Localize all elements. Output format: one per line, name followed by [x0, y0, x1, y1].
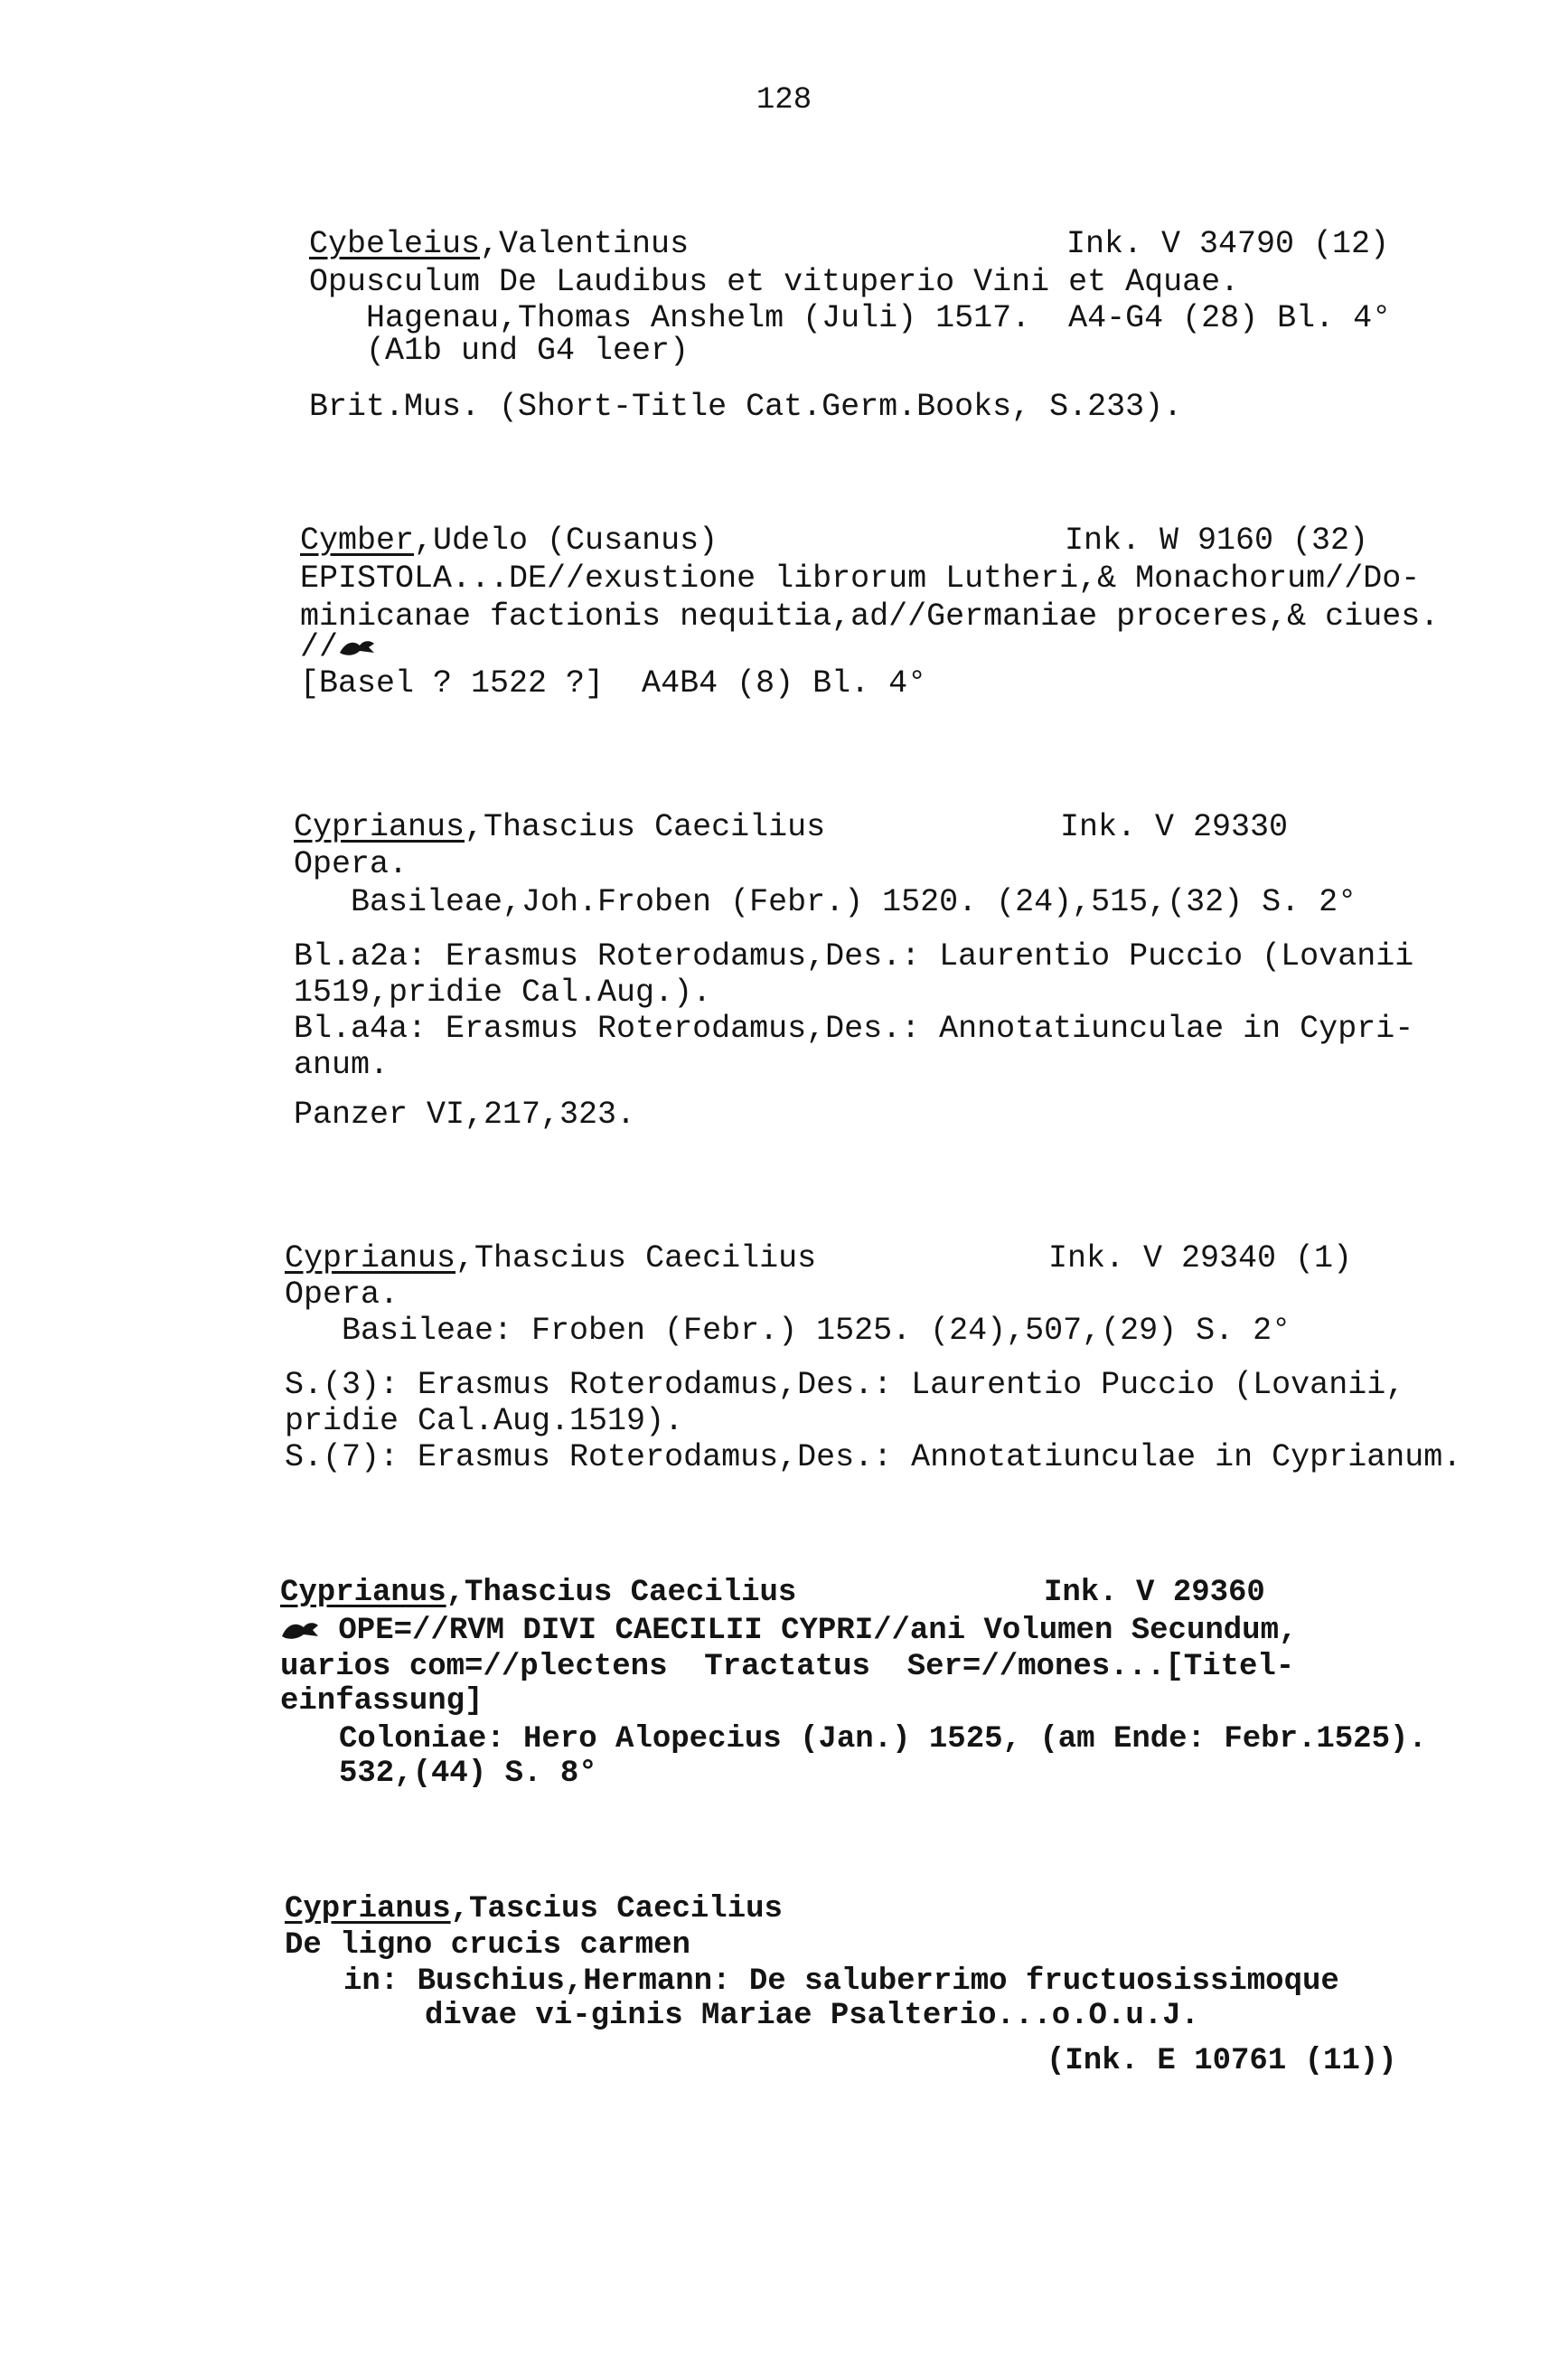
- entry-heading: [285, 1240, 816, 1276]
- page-number: 128: [756, 83, 812, 118]
- entry-line: Panzer VI,217,323.: [294, 1097, 636, 1133]
- entry-line: S.(7): Erasmus Roterodamus,Des.: Annotatiunculae in Cyprianum.: [285, 1439, 1462, 1475]
- entry-line: 1519,pridie Cal.Aug.).: [294, 975, 712, 1011]
- entry-line: [Basel ? 1522 ?] A4B4 (8) Bl. 4°: [300, 665, 927, 702]
- entry-line: Basileae: Froben (Febr.) 1525. (24),507,(29) S. 2°: [342, 1313, 1291, 1349]
- entry-line: minicanae factionis nequitia,ad//Germaniae proceres,& ciues.: [300, 598, 1440, 635]
- entry-line: Basileae,Joh.Froben (Febr.) 1520. (24),515,(32) S. 2°: [351, 884, 1357, 920]
- entry-line: //: [300, 629, 376, 665]
- entry-line: (Ink. E 10761 (11)): [1047, 2044, 1397, 2078]
- entry-line: in: Buschius,Hermann: De saluberrimo fructuosissimoque: [343, 1964, 1339, 1999]
- heading-surname: Cyprianus: [285, 1892, 451, 1926]
- entry-heading: [300, 523, 718, 559]
- entry-line: Brit.Mus. (Short-Title Cat.Germ.Books, S.233).: [309, 389, 1183, 425]
- heading-forename: ,Thascius Caecilius: [465, 809, 826, 845]
- entry-heading: [280, 1575, 796, 1611]
- heading-surname: Cybeleius: [309, 226, 481, 262]
- heading-forename: ,Thascius Caecilius: [455, 1240, 817, 1276]
- heading-surname: Cyprianus: [294, 809, 465, 845]
- entry-line: pridie Cal.Aug.1519).: [285, 1403, 684, 1439]
- printers-ornament-icon: [280, 1618, 320, 1642]
- entry-line: uarios com=//plectens Tractatus Ser=//mones...[Titel-: [280, 1650, 1295, 1684]
- entry-line: Coloniae: Hero Alopecius (Jan.) 1525, (am Ende: Febr.1525).: [339, 1722, 1427, 1757]
- heading-surname: Cyprianus: [280, 1576, 446, 1610]
- entry-line: Bl.a4a: Erasmus Roterodamus,Des.: Annotatiunculae in Cypri-: [294, 1011, 1414, 1047]
- heading-forename: ,Valentinus: [480, 226, 690, 262]
- entry-heading: [309, 226, 689, 262]
- entry-line: S.(3): Erasmus Roterodamus,Des.: Laurentio Puccio (Lovanii,: [285, 1367, 1405, 1403]
- ink-shelfmark: Ink. V 29330: [1060, 809, 1289, 845]
- entry-line: Opera.: [285, 1276, 399, 1313]
- entry-line: OPE=//RVM DIVI CAECILII CYPRI//ani Volumen Secundum,: [280, 1613, 1297, 1649]
- heading-forename: ,Udelo (Cusanus): [414, 523, 718, 559]
- entry-line: Hagenau,Thomas Anshelm (Juli) 1517. A4-G4 (28) Bl. 4°: [366, 300, 1392, 336]
- entry-line: EPISTOLA...DE//exustione librorum Lutheri,& Monachorum//Do-: [300, 560, 1421, 597]
- ink-shelfmark: Ink. V 29360: [1044, 1576, 1265, 1610]
- entry-line: einfassung]: [280, 1684, 484, 1719]
- heading-surname: Cyprianus: [285, 1240, 456, 1276]
- entry-heading: [285, 1891, 783, 1927]
- entry-line: (A1b und G4 leer): [366, 333, 690, 369]
- entry-line: Opusculum De Laudibus et vituperio Vini et Aquae.: [309, 264, 1240, 300]
- ink-shelfmark: Ink. V 34790 (12): [1066, 226, 1390, 262]
- entry-line: 532,(44) S. 8°: [339, 1757, 597, 1791]
- heading-forename: ,Thascius Caecilius: [446, 1576, 797, 1610]
- printers-ornament-icon: [338, 636, 376, 658]
- entry-line: Bl.a2a: Erasmus Roterodamus,Des.: Laurentio Puccio (Lovanii: [294, 938, 1414, 975]
- entry-heading: [294, 809, 825, 845]
- entry-line: anum.: [294, 1047, 390, 1083]
- ink-shelfmark: Ink. W 9160 (32): [1065, 523, 1369, 559]
- ink-shelfmark: Ink. V 29340 (1): [1048, 1240, 1353, 1276]
- entry-line: Opera.: [294, 846, 408, 882]
- heading-forename: ,Tascius Caecilius: [450, 1892, 783, 1926]
- entry-line: De ligno crucis carmen: [285, 1928, 690, 1963]
- heading-surname: Cymber: [300, 523, 415, 559]
- entry-line: divae vi-ginis Mariae Psalterio...o.O.u.J.: [425, 1999, 1199, 2033]
